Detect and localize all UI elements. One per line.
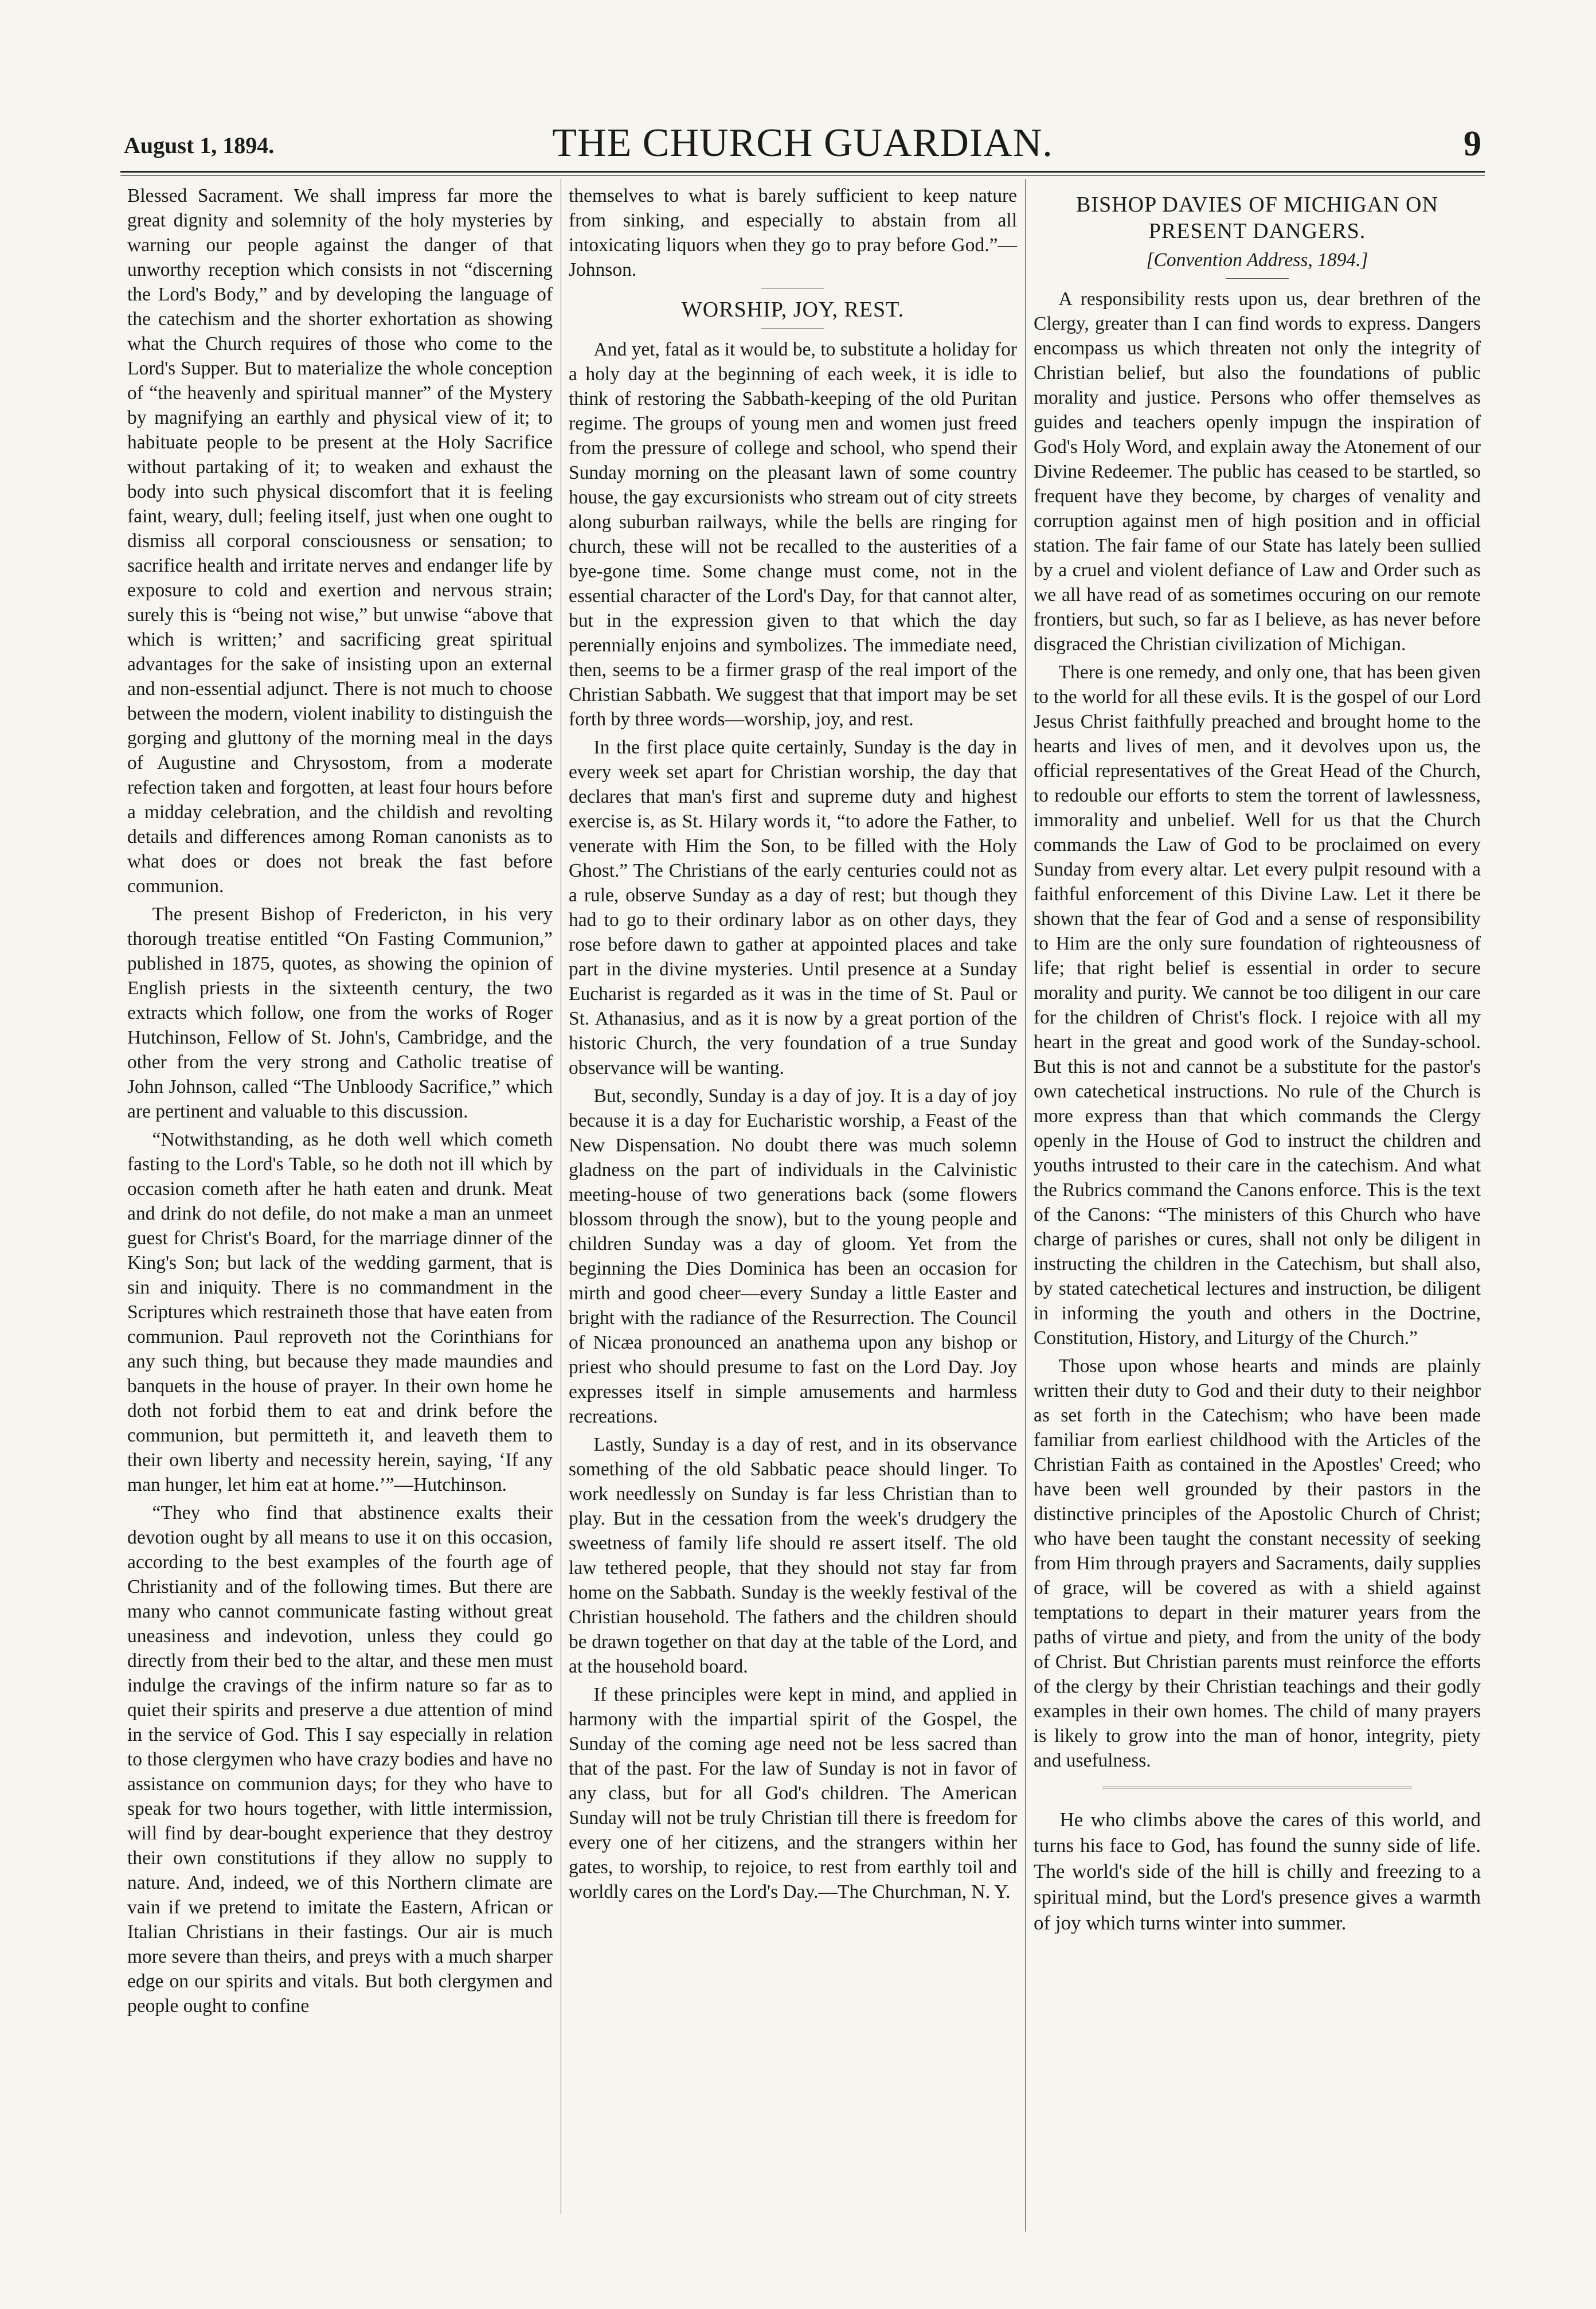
header-rule xyxy=(120,171,1485,173)
paragraph: A responsibility rests upon us, dear brethren of the Clergy, greater than I can find words to express. Dangers encompass us which threaten not only the integrity of Christian belief, but also the foundations of public morality and justice. Persons who offer themselves as guides and teachers openly impugn the inspiration of God's Holy Word, and explain away the Atonement of our Divine Redeemer. The public has ceased to be startled, so frequent have they become, by charges of venality and corruption against men of high position and in official station. The fair fame of our State has lately been sullied by a cruel and violent defiance of Law and Order such as we all have read of as sometimes occuring on our remote frontiers, but such, so far as I believe, as has never before disgraced the Christian civilization of Michigan. xyxy=(1034,288,1481,655)
issue-date: August 1, 1894. xyxy=(124,132,275,158)
article-title: WORSHIP, JOY, REST. xyxy=(681,298,905,322)
page-number: 9 xyxy=(1464,124,1481,163)
section-rule xyxy=(1226,278,1289,279)
paragraph: Blessed Sacrament. We shall impress far more the great dignity and solemnity of the holy mysteries by warning our people against the danger of that unworthy reception which consists in not “discerning the Lord's Body,” and by developing the language of the catechism and the shorter exhortation as showing what the Church requires of those who come to the Lord's Supper. But to materialize the whole conception of “the heavenly and spiritual manner” of the Mystery by magnifying an earthly and physical view of it; to habituate people to be present at the Holy Sacrifice without partaking of it; to weaken and exhaust the body into such physical discomfort that it is feeling faint, weary, dull; feeling itself, just when one ought to dismiss all corporal consciousness or sensation; to sacrifice health and irritate nerves and endanger life by exposure to cold and exertion and nervous strain; surely this is “being not wise,” but unwise “above that which is written;’ and sacrificing great spiritual advantages for the sake of insisting upon an external and non-essential adjunct. There is not much to choose between the modern, violent inability to distinguish the gorging and gluttony of the morning meal in the days of Augustine and Chrysostom, from a moderate refection taken and forgotten, at least four hours before a midday celebration, and the childish and revolting details and differences among Roman canonists as to what does or does not break the fast before communion. xyxy=(127,185,553,897)
quote-paragraph: “Notwithstanding, as he doth well which cometh fasting to the Lord's Table, so he doth not ill which by occasion cometh after he hath eaten and drunk. Meat and drink do not defile, do not make a man an unmeet guest for Christ's Board, for the marriage dinner of the King's Son; but lack of the wedding garment, that is sin and iniquity. There is no commandment in the Scriptures which restraineth those that have eaten from communion. Paul reproveth not the Corinthians for any such thing, but because they made maundies and banquets in the house of prayer. In their own home he doth not forbid them to eat and drink before the communion, but permitteth it, and leaveth them to their own liberty and necessity herein, saying, ‘If any man hunger, let him eat at home.’”—Hutchinson. xyxy=(127,1129,553,1495)
paragraph: themselves to what is barely sufficient to keep nature from sinking, and especially to abstain from all intoxicating liquors when they go to pray before God.”—Johnson. xyxy=(569,185,1017,280)
paragraph: In the first place quite certainly, Sunday is the day in every week set apart for Christian worship, the day that declares that man's first and supreme duty and highest exercise is, as St. Hilary words it, “to adore the Father, to venerate with Him the Son, to be filled with the Holy Ghost.” The Christians of the early centuries could not as a rule, observe Sunday as a day of rest; but though they had to go to their ordinary labor as on other days, they rose before dawn to gather at appointed places and take part in the divine mysteries. Until presence at a Sunday Eucharist is regarded as it was in the time of St. Paul or St. Athanasius, and as it is now by a great portion of the historic Church, the very foundation of a true Sunday observance will be wanting. xyxy=(569,737,1017,1079)
paragraph: If these principles were kept in mind, and applied in harmony with the impartial spirit of the Gospel, the Sunday of the coming age need not be less sacred than that of the past. For the law of Sunday is not in favor of any class, but for all God's children. The American Sunday will not be truly Christian till there is freedom for every one of her citizens, and the strangers within her gates, to worship, to rejoice, to rest from earthly toil and worldly cares on the Lord's Day.—The Churchman, N. Y. xyxy=(569,1684,1017,1902)
quote-paragraph: “They who find that abstinence exalts their devotion ought by all means to use it on this occasion, according to the best examples of the fourth age of Christianity and of the following times. But there are many who cannot communicate fasting without great uneasiness and indevotion, unless they could go directly from their bed to the altar, and these men must indulge the cravings of the infirm nature so far as to quiet their spirits and preserve a due attention of mind in the service of God. This I say especially in relation to those clergymen who have crazy bodies and have no assistance on communion days; for they who have to speak for two hours together, with little intermission, will find by dear-bought experience that they destroy their own constitutions if they allow no supply to nature. And, indeed, we of this Northern climate are vain if we pretend to imitate the Eastern, African or Italian Christians in their fastings. Our air is much more severe than theirs, and preys with a much sharper edge on our spirits and vitals. But both clergymen and people ought to confine xyxy=(127,1502,553,2017)
page-header xyxy=(120,120,1485,165)
paragraph: There is one remedy, and only one, that has been given to the world for all these evils. It is the gospel of our Lord Jesus Christ faithfully preached and brought home to the hearts and lives of men, and it devolves upon us, the official representatives of the Great Head of the Church, to redouble our efforts to stem the torrent of lawlessness, immorality and unbelief. Well for us that the Church commands the Law of God to be proclaimed on every Sunday from every altar. Let every pulpit resound with a faithful enforcement of this Divine Law. Let it there be shown that the fear of God and a sense of responsibility to Him are the only sure foundation of righteousness of life; that right belief is essential in order to secure morality and purity. We cannot be too diligent in our care for the children of Christ's flock. I rejoice with all my heart in the great and good work of the Sunday-school. But this is not and cannot be a substitute for the pastor's own catechetical instructions. No rule of the Church is more express than that which commands the Clergy openly in the House of God to instruct the children and youths intrusted to their care in the catechism. And what the Rubrics command the Canons enforce. This is the text of the Canons: “The ministers of this Church who have charge of parishes or cures, shall not only be diligent in instructing the children in the Catechism, but shall also, by stated catechetical lectures and instruction, be diligent in informing the youth and others in the Doctrine, Constitution, History, and Liturgy of the Church.” xyxy=(1034,662,1481,1349)
paragraph: Lastly, Sunday is a day of rest, and in its observance something of the old Sabbatic peace should linger. To work needlessly on Sunday is far less Christian than to play. But in the cessation from the week's drudgery the sweetness of family life should re assert itself. The old law tethered people, that they should not stay far from home on the Sabbath. Sunday is the weekly festival of the Christian household. The fathers and the children should be drawn together on that day at the table of the Lord, and at the household board. xyxy=(569,1434,1017,1677)
paragraph: The present Bishop of Fredericton, in his very thorough treatise entitled “On Fasting Communion,” published in 1875, quotes, as showing the opinion of English priests in the sixteenth century, the two extracts which follow, one from the works of Roger Hutchinson, Fellow of St. John's, Cambridge, and the other from the very strong and Catholic treatise of John Johnson, called “The Unbloody Sacrifice,” which are pertinent and valuable to this discussion. xyxy=(127,904,553,1122)
column-2 xyxy=(569,183,1017,2173)
double-rule xyxy=(1102,1787,1412,1791)
column-3 xyxy=(1034,183,1481,2248)
article-title: BISHOP DAVIES OF MICHIGAN ON PRESENT DANGERS. xyxy=(1076,193,1438,243)
paragraph: Those upon whose hearts and minds are plainly written their duty to God and their duty to their neighbor as set forth in the Catechism; who have been made familiar from earliest childhood with the Articles of the Christian Faith as contained in the Apostles' Creed; who have been well grounded by their pastors in the distinctive principles of the Apostolic Church of Christ; who have been taught the constant necessity of seeking from Him through prayers and Sacraments, daily supplies of grace, will be covered as with a shield against temptations to depart in their maturer years from the paths of virtue and piety, and from the unity of the body of Christ. But Christian parents must reinforce the efforts of the clergy by their Christian teachings and their godly examples in their own homes. The child of many prayers is likely to grow into the man of honor, integrity, piety and usefulness. xyxy=(1034,1355,1481,1771)
header-rule-thin xyxy=(120,175,1485,176)
paragraph: But, secondly, Sunday is a day of joy. It is a day of joy because it is a day for Eucharistic worship, a Feast of the New Dispensation. No doubt there was much solemn gladness on the part of individuals in the Calvinistic meeting-house of two generations back (some flowers blossom through the snow), but to the young people and children Sunday was a day of gloom. Yet from the beginning the Dies Dominica has been an occasion for mirth and good cheer—every Sunday a little Easter and bright with the radiance of the Resurrection. The Council of Nicæa pronounced an anathema upon any bishop or priest who should presume to fast on the Lord Day. Joy expresses itself in simple amusements and harmless recreations. xyxy=(569,1085,1017,1427)
column-divider xyxy=(1025,179,1026,2232)
column-1 xyxy=(127,183,553,2216)
paragraph: He who climbs above the cares of this world, and turns his face to God, has found the sunny side of life. The world's side of the hill is chilly and freezing to a spiritual mind, but the Lord's presence gives a warmth of joy which turns winter into summer. xyxy=(1034,1808,1481,1934)
paragraph: And yet, fatal as it would be, to substitute a holiday for a holy day at the beginning of each week, it is idle to think of restoring the Sabbath-keeping of the old Puritan regime. The groups of young men and women just freed from the pressure of college and school, who spend their Sunday morning on the pleasant lawn of some country house, the gay excursionists who stream out of city streets along suburban railways, while the bells are ringing for church, these will not be recalled to the austerities of a bye-gone time. Some change must come, not in the essential character of the Lord's Day, for that cannot alter, but in the expression given to that which the day perennially enjoins and symbolizes. The immediate need, then, seems to be a firmer grasp of the real import of the Christian Sabbath. We suggest that that import may be set forth by three words—worship, joy, and rest. xyxy=(569,339,1017,730)
newspaper-title: THE CHURCH GUARDIAN. xyxy=(552,121,1053,165)
article-subtitle: [Convention Address, 1894.] xyxy=(1146,249,1368,271)
